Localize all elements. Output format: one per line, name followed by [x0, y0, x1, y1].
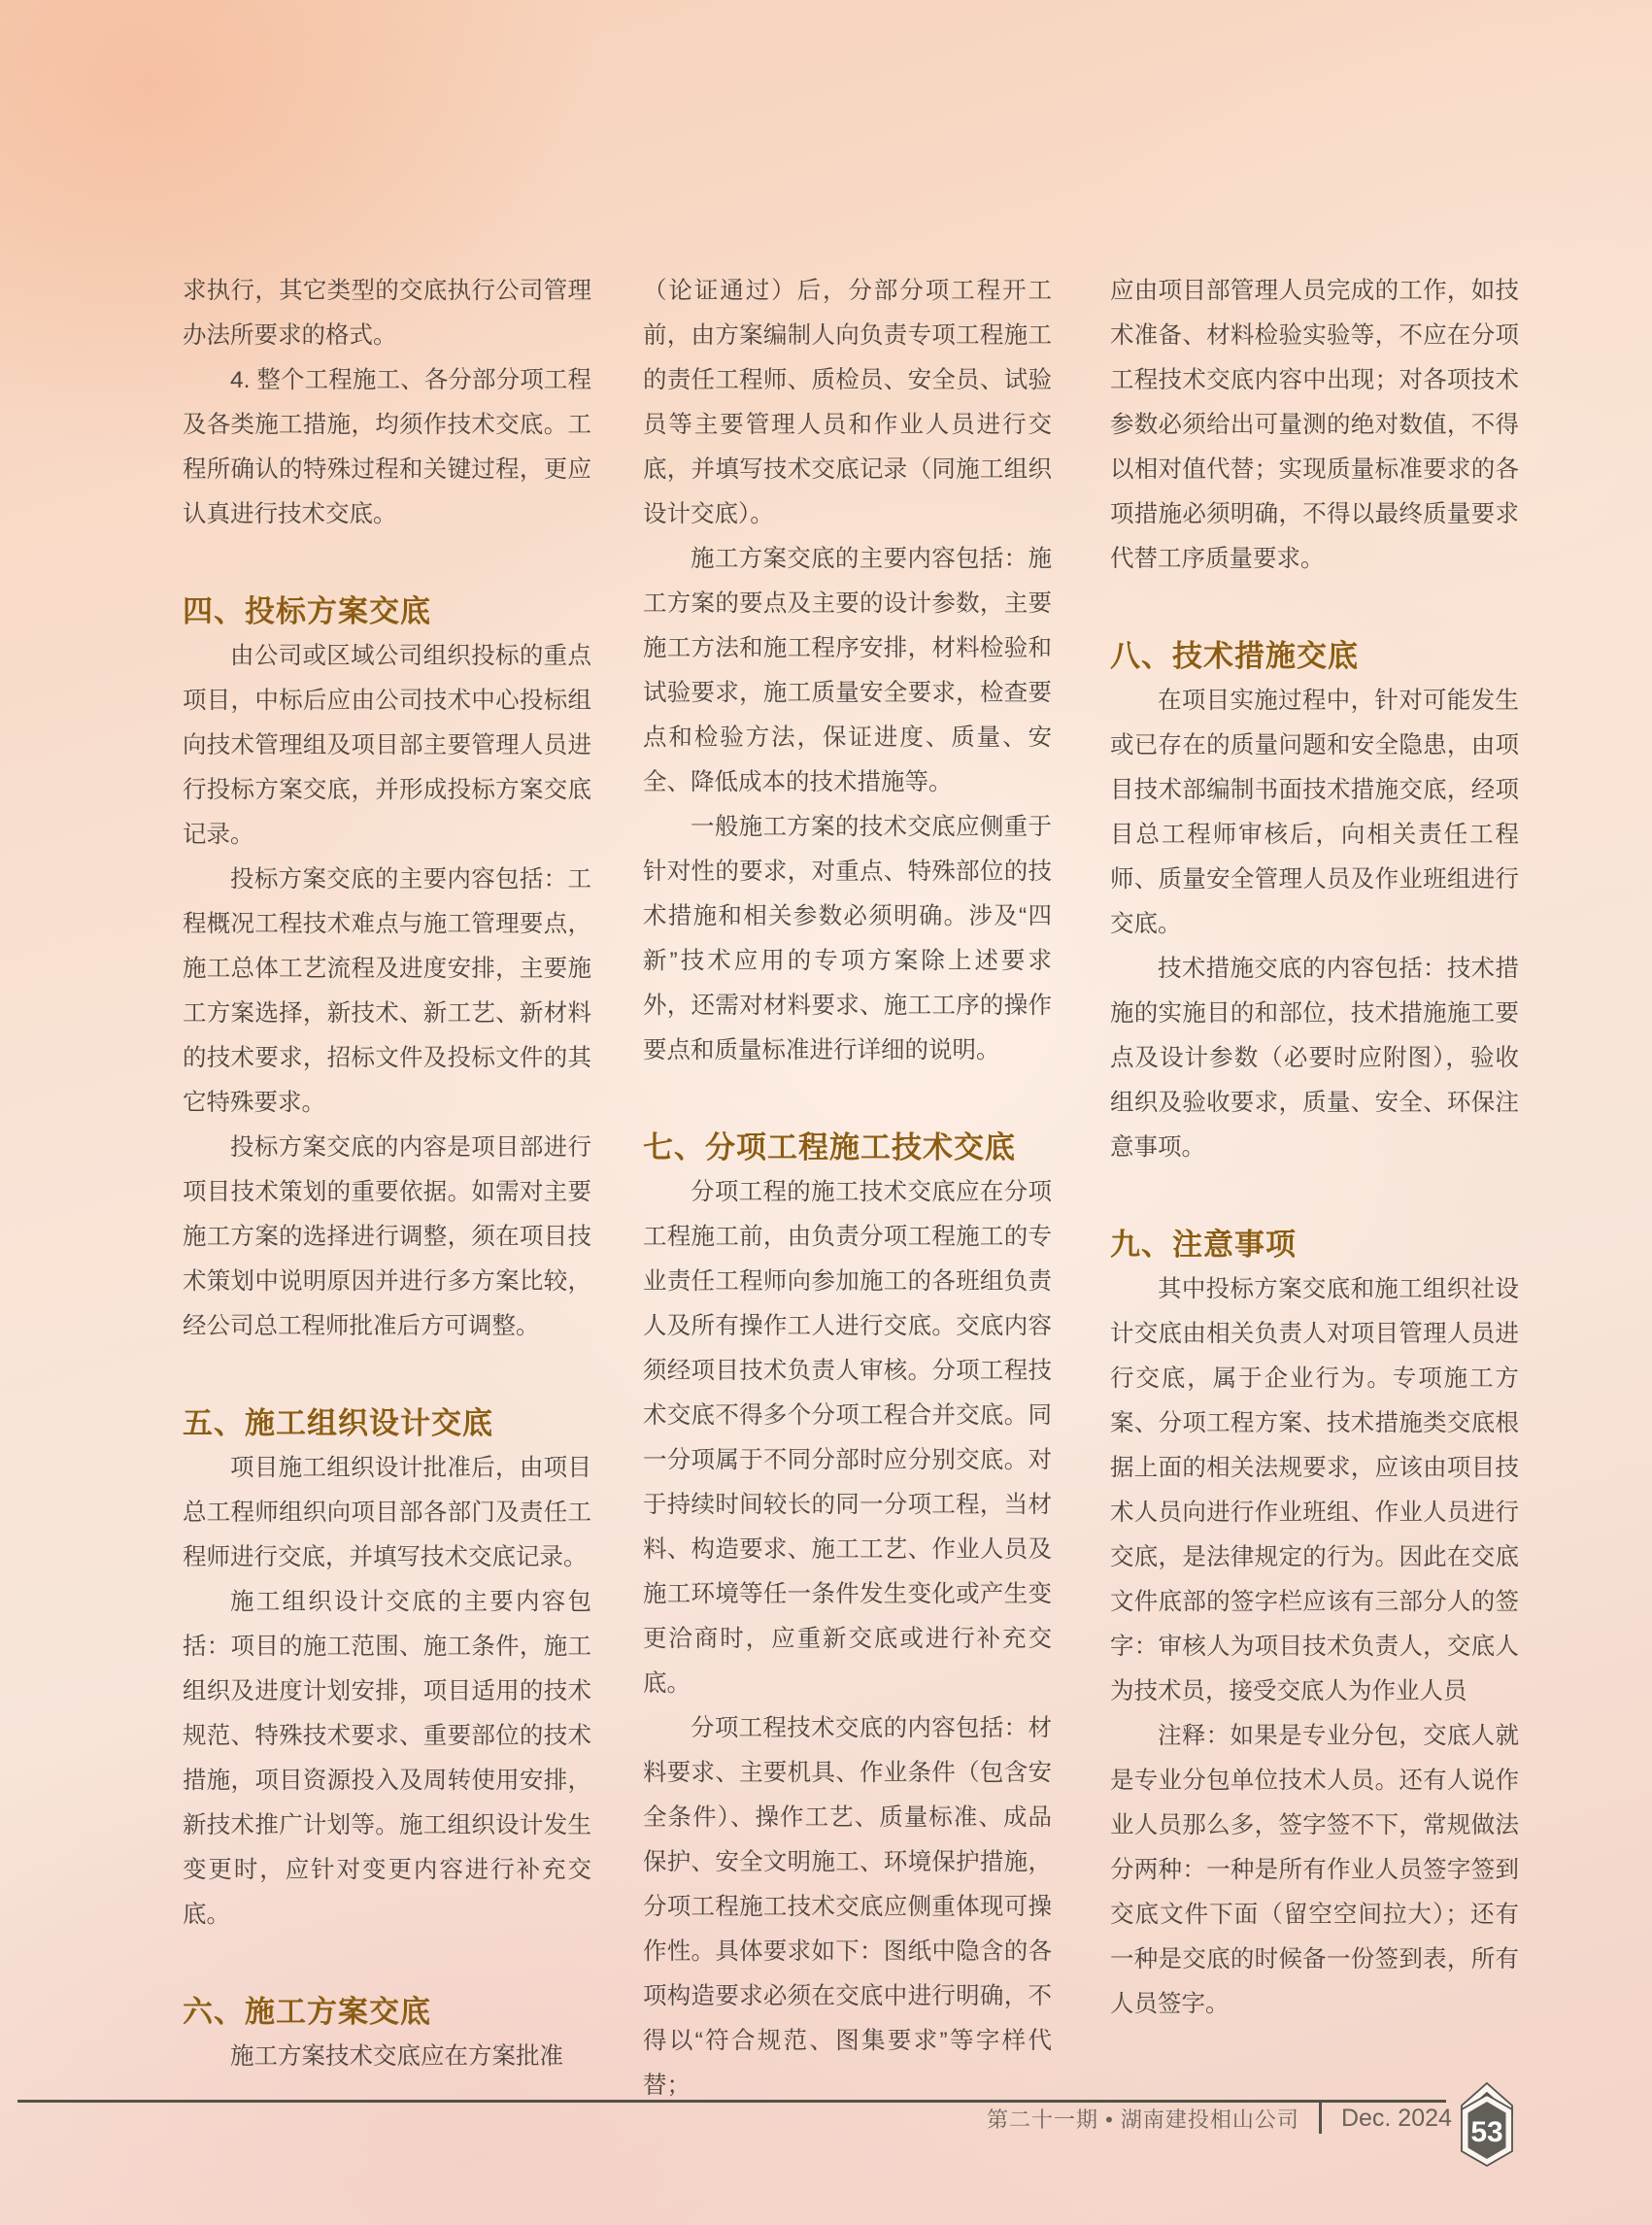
- paragraph: 在项目实施过程中，针对可能发生或已存在的质量问题和安全隐患，由项目技术部编制书面技术措施交底，经项目总工程师审核后，向相关责任工程师、质量安全管理人员及作业班组进行交底。: [1110, 688, 1519, 937]
- text-column-3: [1110, 269, 1519, 2027]
- section-heading: 八、技术措施交底: [1110, 639, 1359, 673]
- paragraph: 注释：如果是专业分包，交底人就是专业分包单位技术人员。还有人说作业人员那么多，签字签不下，常规做法分两种：一种是所有作业人员签字签到交底文件下面（留空空间拉大）；还有一种是交底的时候备一份签到表，所有人员签字。: [1110, 1723, 1519, 2017]
- paragraph: 应由项目部管理人员完成的工作，如技术准备、材料检验实验等，不应在分项工程技术交底内容中出现；对各项技术参数必须给出可量测的绝对数值，不得以相对值代替；实现质量标准要求的各项措施必须明确，不得以最终质量要求代替工序质量要求。: [1110, 278, 1519, 572]
- paragraph: 施工组织设计交底的主要内容包括：项目的施工范围、施工条件，施工组织及进度计划安排，项目适用的技术规范、特殊技术要求、重要部位的技术措施，项目资源投入及周转使用安排，新技术推广计划等。施工组织设计发生变更时，应针对变更内容进行补充交底。: [183, 1589, 591, 1928]
- paragraph: 投标方案交底的内容是项目部进行项目技术策划的重要依据。如需对主要施工方案的选择进行调整，须在项目技术策划中说明原因并进行多方案比较，经公司总工程师批准后方可调整。: [183, 1134, 591, 1339]
- footer: [987, 2101, 1494, 2136]
- paragraph: 求执行，其它类型的交底执行公司管理办法所要求的格式。: [183, 278, 591, 349]
- paragraph: 投标方案交底的主要内容包括：工程概况工程技术难点与施工管理要点，施工总体工艺流程及进度安排，主要施工方案选择，新技术、新工艺、新材料的技术要求，招标文件及投标文件的其它特殊要求。: [183, 866, 591, 1116]
- paragraph: 技术措施交底的内容包括：技术措施的实施目的和部位，技术措施施工要点及设计参数（必要时应附图），验收组织及验收要求，质量、安全、环保注意事项。: [1110, 956, 1519, 1161]
- paragraph: 由公司或区域公司组织投标的重点项目，中标后应由公司技术中心投标组向技术管理组及项目部主要管理人员进行投标方案交底，并形成投标方案交底记录。: [183, 643, 591, 848]
- text-column-1: [183, 269, 591, 2079]
- page-number-badge: [1461, 2080, 1513, 2179]
- footer-date: Dec. 2024: [1340, 2104, 1452, 2132]
- paragraph: 分项工程技术交底的内容包括：材料要求、主要机具、作业条件（包含安全条件）、操作工艺、质量标准、成品保护、安全文明施工、环境保护措施，分项工程施工技术交底应侧重体现可操作性。具体要求如下：图纸中隐含的各项构造要求必须在交底中进行明确，不得以“符合规范、图集要求”等字样代替；: [643, 1715, 1052, 2099]
- text-column-2: [643, 269, 1052, 2108]
- section-heading: 七、分项工程施工技术交底: [643, 1130, 1016, 1164]
- page-number: 53: [1470, 2116, 1503, 2148]
- paragraph: 分项工程的施工技术交底应在分项工程施工前，由负责分项工程施工的专业责任工程师向参加施工的各班组负责人及所有操作工人进行交底。交底内容须经项目技术负责人审核。分项工程技术交底不得多个分项工程合并交底。同一分项属于不同分部时应分别交底。对于持续时间较长的同一分项工程，当材料、构造要求、施工工艺、作业人员及施工环境等任一条件发生变化或产生变更洽商时，应重新交底或进行补充交底。: [643, 1179, 1052, 1697]
- paragraph: 施工方案技术交底应在方案批准: [230, 2043, 563, 2070]
- footer-issue-company: 第二十一期 • 湖南建投相山公司: [987, 2107, 1299, 2132]
- section-heading: 五、施工组织设计交底: [183, 1406, 493, 1440]
- section-heading: 九、注意事项: [1110, 1228, 1297, 1262]
- paragraph: 其中投标方案交底和施工组织社设计交底由相关负责人对项目管理人员进行交底，属于企业行为。专项施工方案、分项工程方案、技术措施类交底根据上面的相关法规要求，应该由项目技术人员向进行作业班组、作业人员进行交底，是法律规定的行为。因此在交底文件底部的签字栏应该有三部分人的签字：审核人为项目技术负责人，交底人为技术员，接受交底人为作业人员: [1110, 1276, 1519, 1704]
- section-heading: 四、投标方案交底: [183, 594, 431, 628]
- section-heading: 六、施工方案交底: [183, 1995, 431, 2029]
- paragraph: 施工方案交底的主要内容包括：施工方案的要点及主要的设计参数，主要施工方法和施工程序安排，材料检验和试验要求，施工质量安全要求，检查要点和检验方法，保证进度、质量、安全、降低成本的技术措施等。: [643, 546, 1052, 795]
- footer-divider-icon: [1319, 2101, 1322, 2134]
- paragraph: （论证通过）后，分部分项工程开工前，由方案编制人向负责专项工程施工的责任工程师、质检员、安全员、试验员等主要管理人员和作业人员进行交底，并填写技术交底记录（同施工组织设计交底）。: [643, 278, 1052, 527]
- paragraph: 一般施工方案的技术交底应侧重于针对性的要求，对重点、特殊部位的技术措施和相关参数必须明确。涉及“四新”技术应用的专项方案除上述要求外，还需对材料要求、施工工序的操作要点和质量标准进行详细的说明。: [643, 814, 1052, 1063]
- paragraph: 项目施工组织设计批准后，由项目总工程师组织向项目部各部门及责任工程师进行交底，并填写技术交底记录。: [183, 1455, 591, 1570]
- paragraph: 4. 整个工程施工、各分部分项工程及各类施工措施，均须作技术交底。工程所确认的特殊过程和关键过程，更应认真进行技术交底。: [183, 367, 591, 527]
